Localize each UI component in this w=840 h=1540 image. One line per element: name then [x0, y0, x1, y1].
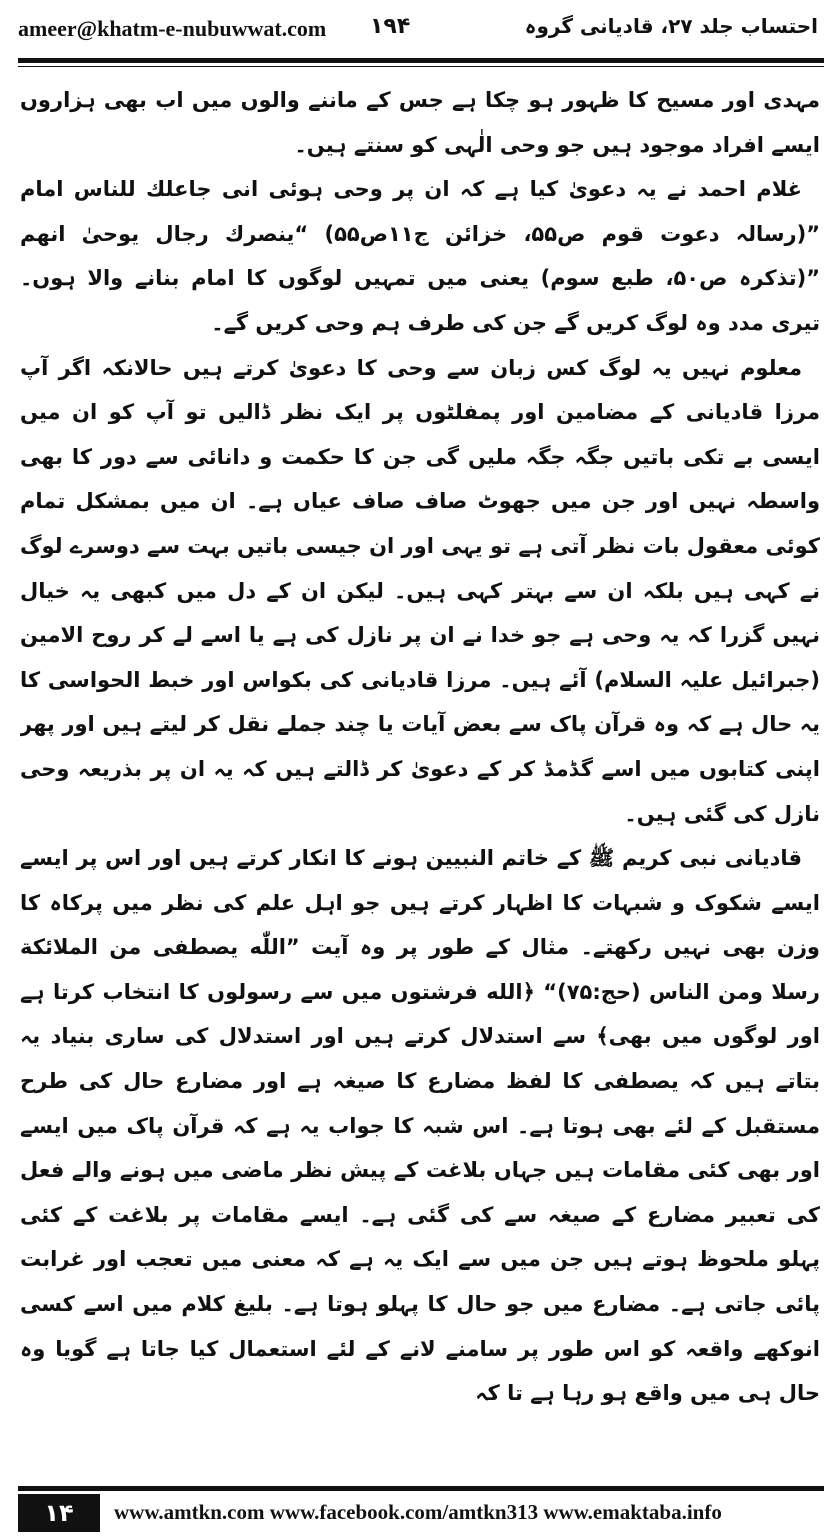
- body-text: [20, 78, 820, 1463]
- paragraph-4: قادیانی نبی کریم ﷺ کے خاتم النبیین ہونے کا انکار کرتے ہیں اور اس پر ایسے ایسے شکوک و شبہات کا اظہار کرتے ہیں جو اہل علم کی نظر میں پرکاہ کا وزن بھی نہیں رکھتے۔ مثال کے طور پر وہ آیت ”اللّٰه یصطفی من الملائکة رسلا ومن الناس (حج:۷۵)“ ﴿الله فرشتوں میں سے رسولوں کا انتخاب کرتا ہے اور لوگوں میں بھی﴾ سے استدلال کرتے ہیں اور استدلال کی ساری بنیاد یہ بتاتے ہیں کہ یصطفی کا لفظ مضارع کا صیغہ ہے اور مضارع حال کی طرح مستقبل کے لئے بھی ہوتا ہے۔ اس شبہ کا جواب یہ ہے کہ قرآن پاک میں ایسے اور بھی کئی مقامات ہیں جہاں بلاغت کے پیش نظر ماضی میں ہونے والے فعل کی تعبیر مضارع کے صیغہ سے کی گئی ہے۔ ایسے مقامات پر بلاغت کے کئی پہلو ملحوظ ہوتے ہیں جن میں سے ایک یہ ہے کہ معنی میں تعجب اور غرابت پائی جاتی ہے۔ مضارع میں جو حال کا پہلو ہوتا ہے۔ بلیغ کلام میں اسے کسی انوکھے واقعہ کو اس طور پر سامنے لانے کے لئے استعمال کیا جاتا ہے گویا وہ حال ہی میں واقع ہو رہا ہے تا کہ: [20, 846, 820, 1406]
- paragraph-2: غلام احمد نے یہ دعویٰ کیا ہے کہ ان پر وحی ہوئی انی جاعلك للناس امام ”(رسالہ دعوت قوم ص۵۵، خزائن ج۱۱ص۵۵) “ینصرك رجال یوحیٰ انهم ”(تذکرہ ص۵۰، طبع سوم) یعنی میں تمہیں لوگوں کا امام بنانے والا ہوں۔ تیری مدد وہ لوگ کریں گے جن کی طرف ہم وحی کریں گے۔: [20, 177, 820, 335]
- header-book-title: احتساب جلد ۲۷، قادیانی گروہ: [524, 14, 818, 38]
- paragraph-3: معلوم نہیں یہ لوگ کس زبان سے وحی کا دعویٰ کرتے ہیں حالانکہ اگر آپ مرزا قادیانی کے مضامین اور پمفلٹوں پر ایک نظر ڈالیں تو آپ کو ان میں ایسی بے تکی باتیں جگہ جگہ ملیں گی جن کا حکمت و دانائی سے دور کا بھی واسطہ نہیں اور جن میں جھوٹ صاف صاف عیاں ہے۔ ان میں بمشکل تمام کوئی معقول بات نظر آتی ہے تو یہی اور ان جیسی باتیں بہت سے دوسرے لوگ نے کہی ہیں بلکہ ان سے بہتر کہی ہیں۔ لیکن ان کے دل میں کبھی یہ خیال نہیں گزرا کہ یہ وحی ہے جو خدا نے ان پر نازل کی ہے یا اسے لے کر روح الامین (جبرائیل علیہ السلام) آئے ہیں۔ مرزا قادیانی کی بکواس اور خبط الحواسی کا یہ حال ہے کہ وہ قرآن پاک سے بعض آیات یا چند جملے نقل کر لیتے ہیں اور پھر اپنی کتابوں میں اسے گڈمڈ کر کے دعویٰ کر ڈالتے ہیں کہ یہ ان پر بذریعہ وحی نازل کی گئی ہیں۔: [20, 355, 820, 826]
- footer-rule: [18, 1486, 824, 1491]
- header-page-number: ۱۹۴: [370, 14, 411, 39]
- footer-page-number: ۱۴: [18, 1494, 100, 1532]
- page-footer: [18, 1486, 824, 1532]
- header-rule-thick: [18, 58, 824, 63]
- paragraph-1: مہدی اور مسیح کا ظہور ہو چکا ہے جس کے ماننے والوں میں اب بھی ہزاروں ایسے افراد موجود ہیں جو وحی الٰہی کو سنتے ہیں۔: [20, 88, 820, 157]
- header-email: ameer@khatm-e-nubuwwat.com: [18, 16, 327, 41]
- page-header: [0, 0, 840, 62]
- footer-urls: www.amtkn.com www.facebook.com/amtkn313 www.emaktaba.info: [114, 1500, 722, 1524]
- header-rule-thin: [18, 66, 824, 67]
